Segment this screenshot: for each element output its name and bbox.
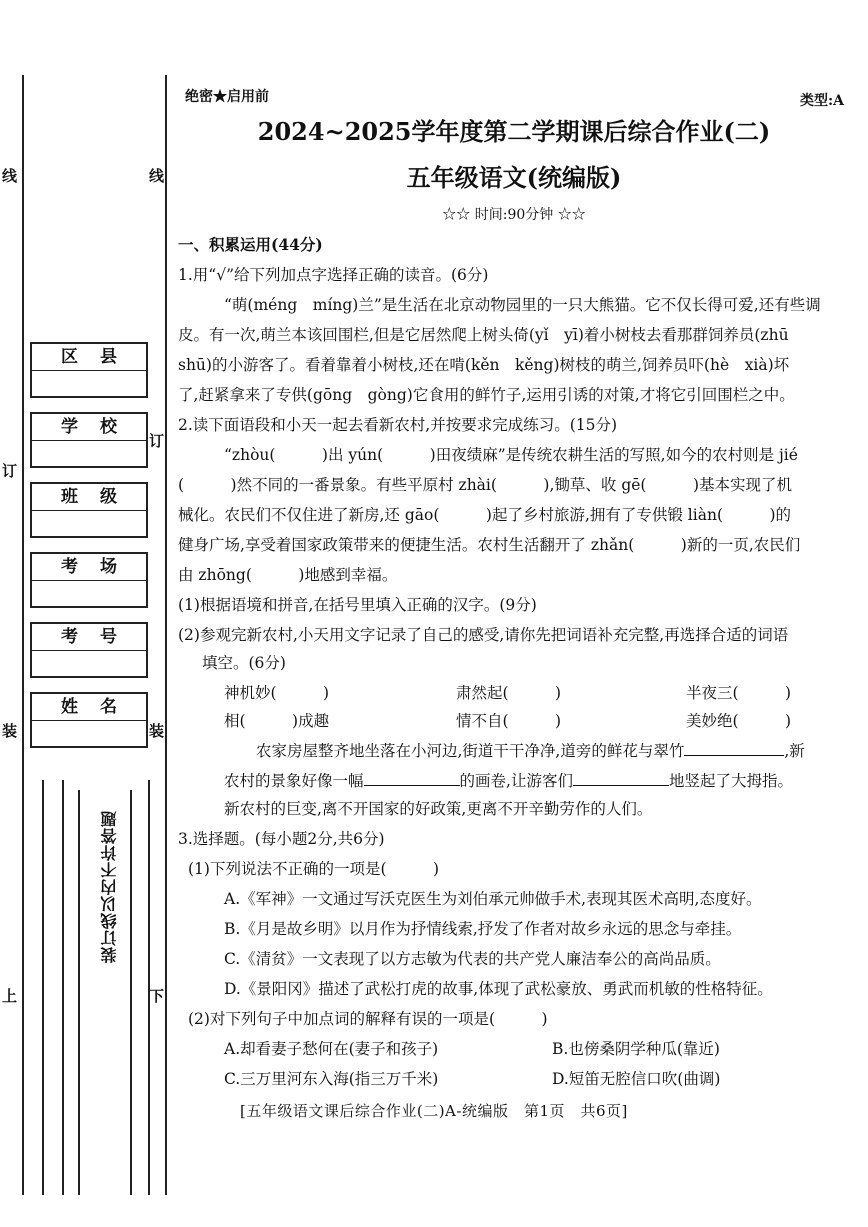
word-blank[interactable]: 肃然起( ) — [456, 684, 562, 702]
text-segment: 的画卷,让游客们 — [459, 772, 573, 790]
text-line — [224, 770, 793, 792]
field-label: 考号 — [32, 624, 146, 651]
binding-marker: 装 — [2, 722, 18, 740]
text-segment: ,新 — [784, 742, 805, 760]
section-heading: 一、积累运用(44分) — [178, 235, 323, 254]
answer-blank[interactable] — [573, 785, 669, 786]
field-class[interactable] — [30, 482, 148, 538]
text-line: ( )然不同的一番景象。有些平原村 zhài( ),锄草、收 gē( )基本实现了机 — [178, 476, 793, 494]
option-a[interactable]: A.《军神》一文通过写沃克医生为刘伯承元帅做手术,表现其医术高明,态度好。 — [224, 890, 762, 908]
field-district[interactable] — [30, 342, 148, 398]
text-line — [256, 740, 805, 762]
sub-question: (1)下列说法不正确的一项是( ) — [188, 860, 440, 878]
word-blank[interactable]: 相( )成趣 — [224, 712, 330, 730]
option-b[interactable]: B.《月是故乡明》以月作为抒情线索,抒发了作者对故乡永远的思念与牵挂。 — [224, 920, 742, 938]
text-line: 健身广场,享受着国家政策带来的便捷生活。农村生活翻开了 zhǎn( )新的一页,农民们 — [178, 536, 801, 554]
word-blank[interactable]: 神机妙( ) — [224, 684, 330, 702]
sub-question: (1)根据语境和拼音,在括号里填入正确的汉字。(9分) — [178, 596, 537, 614]
text-line: 了,赶紧拿来了专供(gōng gòng)它食用的鲜竹子,运用引诱的对策,才将它引回围栏之中。 — [178, 386, 795, 404]
question-3: 3.选择题。(每小题2分,共6分) — [178, 830, 385, 848]
binding-marker: 线 — [2, 167, 18, 185]
exam-subtitle: 五年级语文(统编版) — [406, 163, 622, 192]
type-label: 类型:A — [800, 93, 845, 109]
text-line: 新农村的巨变,离不开国家的好政策,更离不开辛勤劳作的人们。 — [224, 800, 653, 818]
field-school[interactable] — [30, 412, 148, 468]
option-d[interactable]: D.《景阳冈》描述了武松打虎的故事,体现了武松豪放、勇武而机敏的性格特征。 — [224, 980, 773, 998]
question-1: 1.用“√”给下列加点字选择正确的读音。(6分) — [178, 266, 489, 284]
field-label: 学校 — [32, 414, 146, 441]
word-blank[interactable]: 美妙绝( ) — [686, 712, 792, 730]
text-segment: 地竖起了大拇指。 — [668, 772, 793, 790]
field-label: 考场 — [32, 554, 146, 581]
field-exam-room[interactable] — [30, 552, 148, 608]
binding-line — [130, 790, 132, 1195]
text-line: 皮。有一次,萌兰本该回围栏,但是它居然爬上树头倚(yǐ yī)着小树枝去看那群饲养员(zhū — [178, 326, 789, 344]
field-name[interactable] — [30, 692, 148, 748]
option-b[interactable]: B.也傍桑阴学种瓜(靠近) — [552, 1040, 720, 1058]
binding-marker: 线 — [149, 167, 165, 185]
answer-blank[interactable] — [684, 755, 784, 756]
binding-marker: 上 — [2, 987, 18, 1005]
option-c[interactable]: C.三万里河东入海(指三万千米) — [224, 1070, 439, 1088]
question-2: 2.读下面语段和小天一起去看新农村,并按要求完成练习。(15分) — [178, 416, 618, 434]
field-label: 班级 — [32, 484, 146, 511]
binding-marker: 订 — [149, 432, 165, 450]
binding-line — [78, 790, 80, 1195]
sub-question: (2)对下列句子中加点词的解释有误的一项是( ) — [188, 1010, 548, 1028]
text-line: shū)的小游客了。看着靠着小树枝,还在啃(kěn kěng)树枝的萌兰,饲养员吓(hè xià)坏 — [178, 356, 790, 374]
answer-blank[interactable] — [364, 785, 460, 786]
text-line: “zhòu( )出 yún( )田夜绩麻”是传统农耕生活的写照,如今的农村则是 jié — [224, 446, 798, 464]
binding-line — [22, 75, 24, 1195]
binding-line — [165, 75, 167, 1195]
text-line: 械化。农民们不仅住进了新房,还 gāo( )起了乡村旅游,拥有了专供锻 liàn( )的 — [178, 506, 792, 524]
sub-question: (2)参观完新农村,小天用文字记录了自己的感受,请你先把词语补充完整,再选择合适的词语 — [178, 626, 789, 644]
binding-marker: 装 — [149, 722, 165, 740]
text-line: 填空。(6分) — [202, 654, 286, 672]
field-exam-number[interactable] — [30, 622, 148, 678]
text-segment: 农村的景象好像一幅 — [224, 772, 364, 790]
page-footer: [五年级语文课后综合作业(二)A-统编版 第1页 共6页] — [240, 1102, 628, 1120]
option-a[interactable]: A.却看妻子愁何在(妻子和孩子) — [224, 1040, 439, 1058]
word-blank[interactable]: 情不自( ) — [456, 712, 562, 730]
confidential-label: 绝密★启用前 — [185, 89, 269, 105]
text-line: 由 zhōng( )地感到幸福。 — [178, 566, 398, 584]
binding-line — [42, 780, 44, 1195]
time-limit: ☆☆ 时间:90分钟 ☆☆ — [442, 207, 586, 223]
binding-marker: 订 — [2, 462, 18, 480]
text-segment: 农家房屋整齐地坐落在小河边,街道干干净净,道旁的鲜花与翠竹 — [256, 742, 685, 760]
binding-marker: 下 — [149, 987, 165, 1005]
option-c[interactable]: C.《清贫》一文表现了以方志敏为代表的共产党人廉洁奉公的高尚品质。 — [224, 950, 721, 968]
exam-title: 2024~2025学年度第二学期课后综合作业(二) — [257, 117, 771, 146]
text-line: “萌(méng míng)兰”是生活在北京动物园里的一只大熊猫。它不仅长得可爱,还有些调 — [224, 296, 821, 314]
word-blank[interactable]: 半夜三( ) — [686, 684, 792, 702]
binding-line — [62, 780, 64, 1195]
field-label: 姓名 — [32, 694, 146, 721]
binding-note: 装订线以内不许答题 — [100, 810, 119, 963]
field-label: 区县 — [32, 344, 146, 371]
option-d[interactable]: D.短笛无腔信口吹(曲调) — [552, 1070, 721, 1088]
